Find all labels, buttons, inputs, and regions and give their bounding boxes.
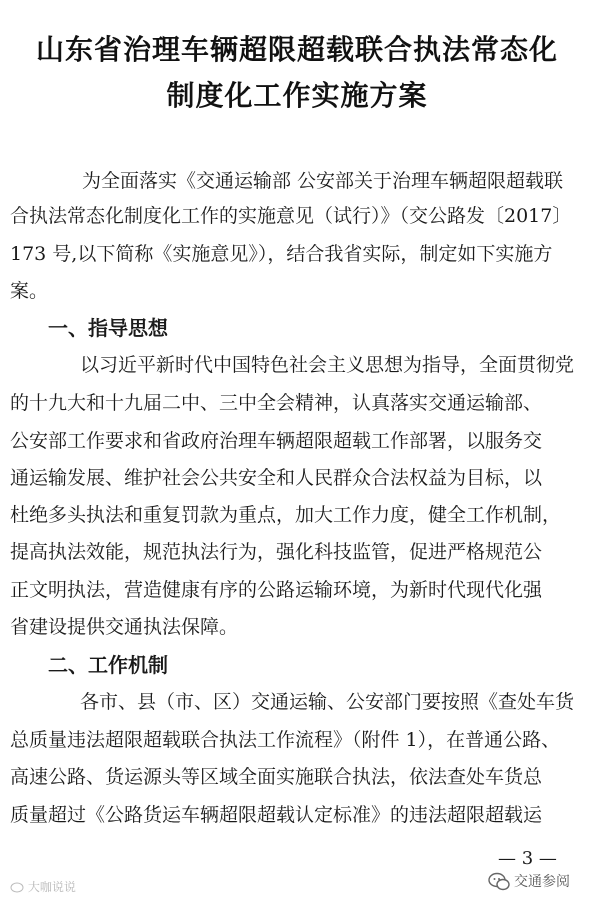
- section1-line-2: 的十九大和十九届二中、三中全会精神，认真落实交通运输部、: [10, 392, 543, 414]
- section2-line-2: 总质量违法超限超载联合执法工作流程》（附件 1），在普通公路、: [10, 729, 561, 751]
- section1-line-6: 提高执法效能，规范执法行为，强化科技监管，促进严格规范公: [10, 541, 543, 563]
- section-heading-work-mechanism: 二、工作机制: [48, 653, 168, 677]
- intro-line-4: 案。: [10, 280, 49, 302]
- section1-line-7: 正文明执法，营造健康有序的公路运输环境，为新时代现代化强: [10, 579, 543, 601]
- page-number: — 3 —: [498, 848, 557, 869]
- section2-line-3: 高速公路、货运源头等区域全面实施联合执法，依法查处车货总: [10, 766, 543, 788]
- wechat-icon: [488, 872, 510, 892]
- section2-line-4: 质量超过《公路货运车辆超限超载认定标准》的违法超限超载运: [10, 804, 543, 826]
- watermark-right-text: 交通参阅: [514, 874, 570, 890]
- intro-line-1: 为全面落实《交通运输部 公安部关于治理车辆超限超载联: [82, 170, 564, 192]
- watermark-left: [10, 878, 76, 895]
- intro-line-2: 合执法常态化制度化工作的实施意见（试行）》（交公路发〔2017〕: [10, 205, 572, 227]
- speech-icon: [10, 882, 24, 894]
- section1-line-5: 杜绝多头执法和重复罚款为重点，加大工作力度，健全工作机制，: [10, 504, 562, 526]
- section-heading-guiding-ideology: 一、指导思想: [48, 316, 168, 340]
- watermark-right: [488, 870, 570, 894]
- intro-line-3: 173 号,以下简称《实施意见》），结合我省实际，制定如下实施方: [10, 243, 553, 265]
- section1-line-8: 省建设提供交通执法保障。: [10, 616, 239, 638]
- section1-line-1: 以习近平新时代中国特色社会主义思想为指导，全面贯彻党: [80, 354, 575, 376]
- watermark-left-text: 大咖说说: [27, 880, 76, 894]
- section2-line-1: 各市、县（市、区）交通运输、公安部门要按照《查处车货: [80, 691, 575, 713]
- document-title-line-2: 制度化工作实施方案: [166, 79, 428, 112]
- section1-line-4: 通运输发展、维护社会公共安全和人民群众合法权益为目标，以: [10, 467, 543, 489]
- section1-line-3: 公安部工作要求和省政府治理车辆超限超载工作部署，以服务交: [10, 430, 543, 452]
- document-title-line-1: 山东省治理车辆超限超载联合执法常态化: [35, 33, 558, 66]
